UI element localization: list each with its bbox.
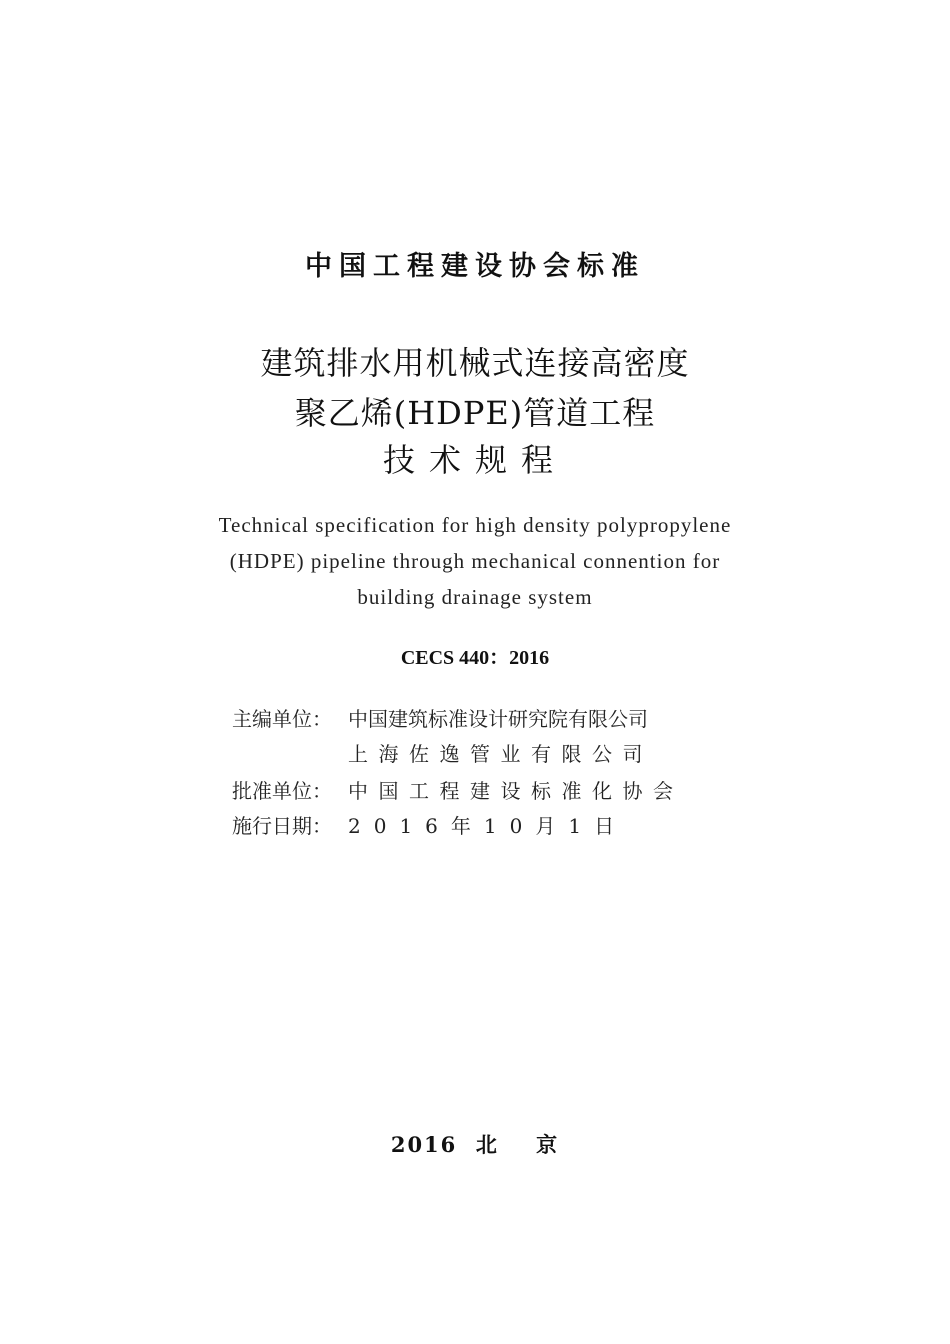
standard-code: CECS 440：2016 bbox=[400, 647, 550, 669]
effective-date-row bbox=[232, 811, 627, 841]
english-title-line-1: Technical specification for high density polypropylene bbox=[218, 513, 732, 537]
english-title-line-2: (HDPE) pipeline through mechanical connention for bbox=[229, 549, 721, 573]
approver-value: 中国工程建设标准化协会 bbox=[348, 779, 684, 803]
approver-label: 批准单位： bbox=[232, 779, 332, 803]
chief-editor-value: 中国建筑标准设计研究院有限公司 bbox=[348, 707, 648, 731]
english-title-line-3: building drainage system bbox=[357, 585, 593, 609]
document-title-line-2: 聚乙烯(HDPE)管道工程 bbox=[294, 394, 656, 432]
effective-date-label: 施行日期： bbox=[232, 814, 332, 838]
approver-row bbox=[232, 776, 684, 806]
document-title-line-3: 技术规程 bbox=[382, 441, 567, 479]
association-header: 中国工程建设协会标准 bbox=[305, 251, 645, 282]
chief-editor-row bbox=[232, 704, 648, 734]
effective-date-value: 2016年10月1日 bbox=[348, 814, 628, 838]
co-editor-value: 上海佐逸管业有限公司 bbox=[348, 742, 653, 766]
chief-editor-label: 主编单位： bbox=[232, 707, 332, 731]
publication-place-year: 2016 北 京 bbox=[390, 1132, 560, 1157]
document-title-line-1: 建筑排水用机械式连接高密度 bbox=[260, 344, 690, 382]
